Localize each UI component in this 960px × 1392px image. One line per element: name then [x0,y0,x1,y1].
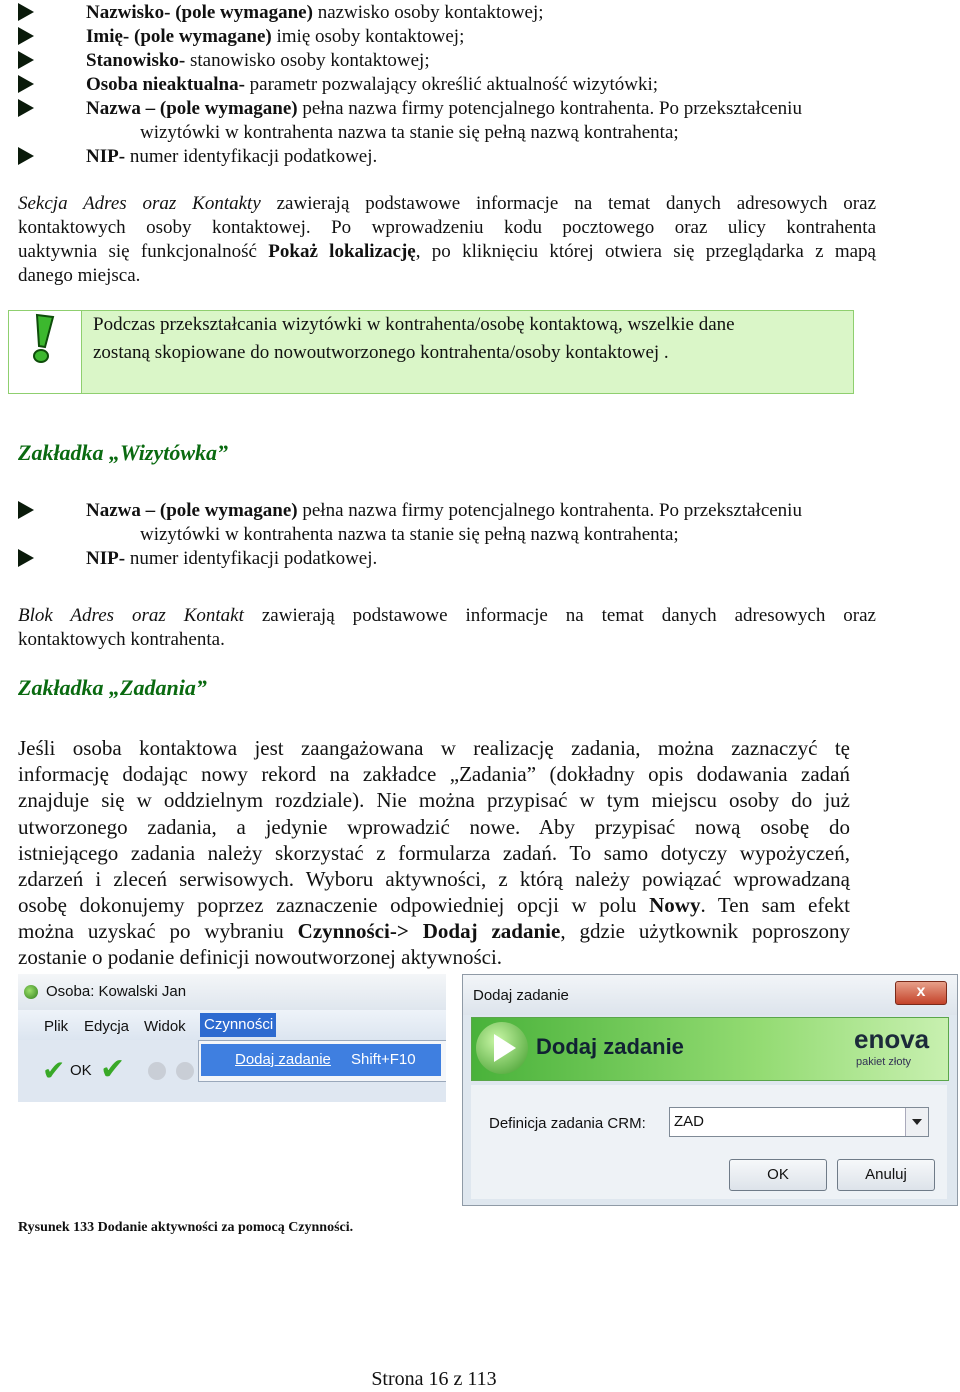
menu-czynnosci[interactable]: Czynności [200,1013,276,1037]
ok-button[interactable]: OK [729,1159,827,1191]
list-item-continuation: wizytówki w kontrahenta nazwa ta stanie się pełną nazwą kontrahenta; [140,524,679,545]
ok-button[interactable]: OK [70,1062,92,1079]
play-arrow-icon [494,1034,516,1062]
page-footer: Strona 16 z 113 [371,1368,497,1390]
list-item: NIP- numer identyfikacji podatkowej. [86,146,378,167]
back-icon[interactable] [148,1062,166,1080]
note-box [8,310,854,394]
menu-edycja[interactable]: Edycja [84,1018,130,1035]
dialog-banner [471,1017,949,1081]
dialog-titlebar [463,975,957,1015]
figure-caption: Rysunek 133 Dodanie aktywności za pomocą Czynności. [18,1220,354,1235]
dropdown-menu [198,1040,446,1082]
field-label: Definicja zadania CRM: [489,1115,646,1132]
arrow-bullet-icon [18,3,34,21]
arrow-bullet-icon [18,99,34,117]
menu-bar [18,1010,446,1040]
menu-plik[interactable]: Plik [44,1018,69,1035]
app-icon [24,985,38,999]
enova-logo-subtitle: pakiet złoty [856,1056,912,1068]
list-item: Nazwa – (pole wymagane) pełna nazwa firmy potencjalnego kontrahenta. Po przekształceniu [86,98,802,119]
close-button[interactable]: x [895,981,947,1005]
dialog-form [471,1085,947,1199]
note-icon-cell [9,311,82,393]
arrow-bullet-icon [18,549,34,567]
save-close-icon: ✔ [100,1053,126,1086]
window-title: Osoba: Kowalski Jan [46,983,187,1000]
dialog-add-task [462,974,958,1206]
definition-select[interactable]: ZAD [669,1107,929,1137]
arrow-bullet-icon [18,27,34,45]
list-item-continuation: wizytówki w kontrahenta nazwa ta stanie się pełną nazwą kontrahenta; [140,122,679,143]
exclamation-icon [23,313,63,365]
banner-title: Dodaj zadanie [536,1034,684,1059]
arrow-bullet-icon [18,51,34,69]
list-item: NIP- numer identyfikacji podatkowej. [86,548,378,569]
menu-item-dodaj-zadanie[interactable]: Dodaj zadanie Shift+F10 [201,1044,441,1076]
dialog-title: Dodaj zadanie [473,987,569,1004]
list-item: Imię- (pole wymagane) imię osoby kontaktowej; [86,26,465,47]
list-item: Nazwisko- (pole wymagane) nazwisko osoby kontaktowej; [86,2,544,23]
section-heading-wizytowka: Zakładka „Wizytówka” [18,440,229,465]
list-item: Stanowisko- stanowisko osoby kontaktowej; [86,50,430,71]
forward-icon[interactable] [176,1062,194,1080]
list-item: Osoba nieaktualna- parametr pozwalający określić aktualność wizytówki; [86,74,658,95]
cancel-button[interactable]: Anuluj [837,1159,935,1191]
menu-widok[interactable]: Widok [144,1018,186,1035]
note-text-cell: Podczas przekształcania wizytówki w kontrahenta/osobę kontaktową, wszelkie dane zostaną skopiowane do nowoutworzonego kontrahenta/osoby kontaktowej . [82,311,853,393]
arrow-bullet-icon [18,147,34,165]
enova-logo: enova [854,1024,930,1054]
window-titlebar [18,974,446,1010]
checkmark-icon: ✔ [42,1055,66,1086]
screenshot-person-window [18,974,446,1102]
arrow-bullet-icon [18,75,34,93]
arrow-bullet-icon [18,501,34,519]
section-heading-zadania: Zakładka „Zadania” [18,675,207,700]
list-item: Nazwa – (pole wymagane) pełna nazwa firmy potencjalnego kontrahenta. Po przekształceniu [86,500,802,521]
